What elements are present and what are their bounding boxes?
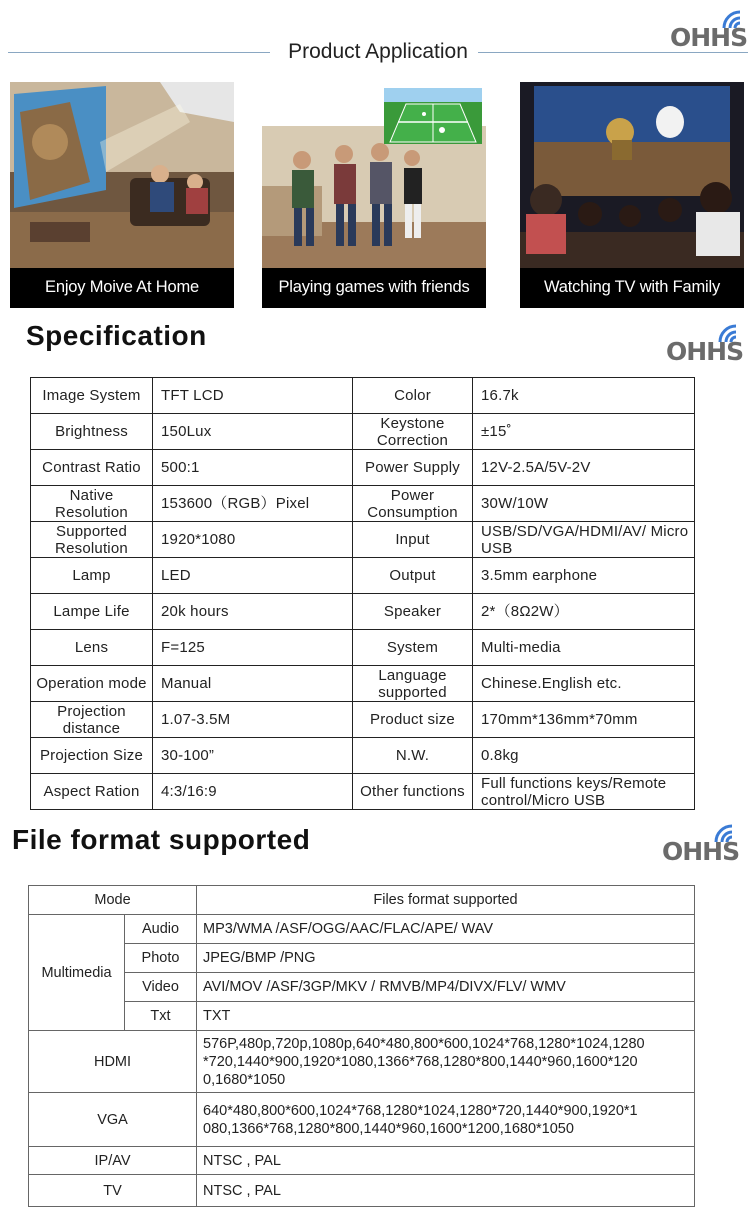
spec-key: Operation mode [31, 666, 153, 702]
spec-value: Multi-media [473, 630, 695, 666]
header-files-format: Files format supported [197, 886, 695, 915]
spec-key: Lens [31, 630, 153, 666]
table-header-row [29, 886, 695, 915]
spec-value: 1.07-3.5M [153, 702, 353, 738]
spec-key: Power Supply [353, 450, 473, 486]
wifi-signal-icon [710, 818, 744, 846]
spec-key: Language supported [353, 666, 473, 702]
logo-text: OHHS [666, 337, 744, 366]
media-formats: AVI/MOV /ASF/3GP/MKV / RMVB/MP4/DIVX/FLV/ WMV [197, 973, 695, 1002]
spec-key: Output [353, 558, 473, 594]
table-row [31, 666, 695, 702]
spec-key: Projection distance [31, 702, 153, 738]
mode-formats: 640*480,800*600,1024*768,1280*1024,1280*720,1440*900,1920*1 080,1366*768,1280*800,1440*960,1600*1200,1680*1050 [197, 1093, 695, 1147]
spec-value: 153600（RGB）Pixel [153, 486, 353, 522]
table-row [31, 738, 695, 774]
table-row [29, 1147, 695, 1175]
divider-left [8, 52, 270, 53]
spec-value: Chinese.English etc. [473, 666, 695, 702]
spec-key: Keystone Correction [353, 414, 473, 450]
spec-key: Image System [31, 378, 153, 414]
media-type: Txt [125, 1002, 197, 1031]
spec-key: Lampe Life [31, 594, 153, 630]
spec-key: Input [353, 522, 473, 558]
spec-value: 12V-2.5A/5V-2V [473, 450, 695, 486]
spec-value: 30-100” [153, 738, 353, 774]
mode-label: TV [29, 1175, 197, 1207]
table-row [31, 702, 695, 738]
media-type: Audio [125, 915, 197, 944]
photo-watching-tv [520, 82, 744, 308]
spec-key: System [353, 630, 473, 666]
spec-key: Color [353, 378, 473, 414]
spec-key: Lamp [31, 558, 153, 594]
brand-logo [670, 4, 752, 50]
spec-value: F=125 [153, 630, 353, 666]
specification-title: Specification [26, 320, 207, 351]
spec-value: 500:1 [153, 450, 353, 486]
spec-key: Aspect Ration [31, 774, 153, 810]
multimedia-label: Multimedia [29, 915, 125, 1031]
logo-text: OHHS [670, 23, 748, 52]
table-row [31, 630, 695, 666]
spec-value: USB/SD/VGA/HDMI/AV/ Micro USB [473, 522, 695, 558]
photo-movie-at-home [10, 82, 234, 308]
specification-table [30, 377, 695, 810]
table-row [29, 1093, 695, 1147]
mode-formats: NTSC , PAL [197, 1147, 695, 1175]
tennis-game-screen [384, 88, 482, 144]
media-formats: MP3/WMA /ASF/OGG/AAC/FLAC/APE/ WAV [197, 915, 695, 944]
home-theater-illustration [10, 82, 234, 268]
table-row [31, 378, 695, 414]
brand-logo [662, 818, 744, 864]
brand-logo [666, 318, 748, 364]
table-row [29, 1175, 695, 1207]
wifi-signal-icon [718, 4, 752, 32]
photo-playing-games [262, 126, 486, 308]
media-formats: TXT [197, 1002, 695, 1031]
mode-formats: 576P,480p,720p,1080p,640*480,800*600,1024*768,1280*1024,1280 *720,1440*900,1920*1080,1366*768,1280*800,1440*960,1600*120 0,1680*1050 [197, 1031, 695, 1093]
spec-value: 4:3/16:9 [153, 774, 353, 810]
spec-value: 20k hours [153, 594, 353, 630]
mode-label: IP/AV [29, 1147, 197, 1175]
spec-key: Supported Resolution [31, 522, 153, 558]
spec-value: 150Lux [153, 414, 353, 450]
mode-label: VGA [29, 1093, 197, 1147]
spec-key: Brightness [31, 414, 153, 450]
spec-key: Other functions [353, 774, 473, 810]
spec-value: 3.5mm earphone [473, 558, 695, 594]
table-row [31, 558, 695, 594]
file-format-table [28, 885, 695, 1207]
divider-right [478, 52, 748, 53]
table-row [29, 915, 695, 944]
mode-label: HDMI [29, 1031, 197, 1093]
product-application-title: Product Application [288, 40, 468, 63]
spec-value: 1920*1080 [153, 522, 353, 558]
photo-caption: Playing games with friends [262, 268, 486, 308]
table-row [29, 973, 695, 1002]
photo-caption: Enjoy Moive At Home [10, 268, 234, 308]
mode-formats: NTSC , PAL [197, 1175, 695, 1207]
photo-caption: Watching TV with Family [520, 268, 744, 308]
table-row [31, 450, 695, 486]
family-tv-illustration [520, 82, 744, 268]
spec-value: TFT LCD [153, 378, 353, 414]
table-row [31, 414, 695, 450]
gaming-friends-illustration [262, 126, 486, 268]
spec-key: Contrast Ratio [31, 450, 153, 486]
file-format-title: File format supported [12, 824, 311, 855]
spec-value: Full functions keys/Remote control/Micro USB [473, 774, 695, 810]
table-row [31, 594, 695, 630]
spec-value: 16.7k [473, 378, 695, 414]
table-row [31, 522, 695, 558]
table-row [29, 944, 695, 973]
spec-key: Power Consumption [353, 486, 473, 522]
logo-text: OHHS [662, 837, 740, 866]
spec-value: 2*（8Ω2W） [473, 594, 695, 630]
table-row [31, 774, 695, 810]
spec-key: Native Resolution [31, 486, 153, 522]
media-type: Photo [125, 944, 197, 973]
spec-value: Manual [153, 666, 353, 702]
table-row [29, 1002, 695, 1031]
spec-key: N.W. [353, 738, 473, 774]
spec-key: Projection Size [31, 738, 153, 774]
spec-value: LED [153, 558, 353, 594]
spec-value: ±15˚ [473, 414, 695, 450]
spec-value: 0.8kg [473, 738, 695, 774]
media-formats: JPEG/BMP /PNG [197, 944, 695, 973]
wifi-signal-icon [714, 318, 748, 346]
header-mode: Mode [29, 886, 197, 915]
spec-value: 30W/10W [473, 486, 695, 522]
media-type: Video [125, 973, 197, 1002]
table-row [31, 486, 695, 522]
spec-key: Product size [353, 702, 473, 738]
spec-value: 170mm*136mm*70mm [473, 702, 695, 738]
table-row [29, 1031, 695, 1093]
spec-key: Speaker [353, 594, 473, 630]
